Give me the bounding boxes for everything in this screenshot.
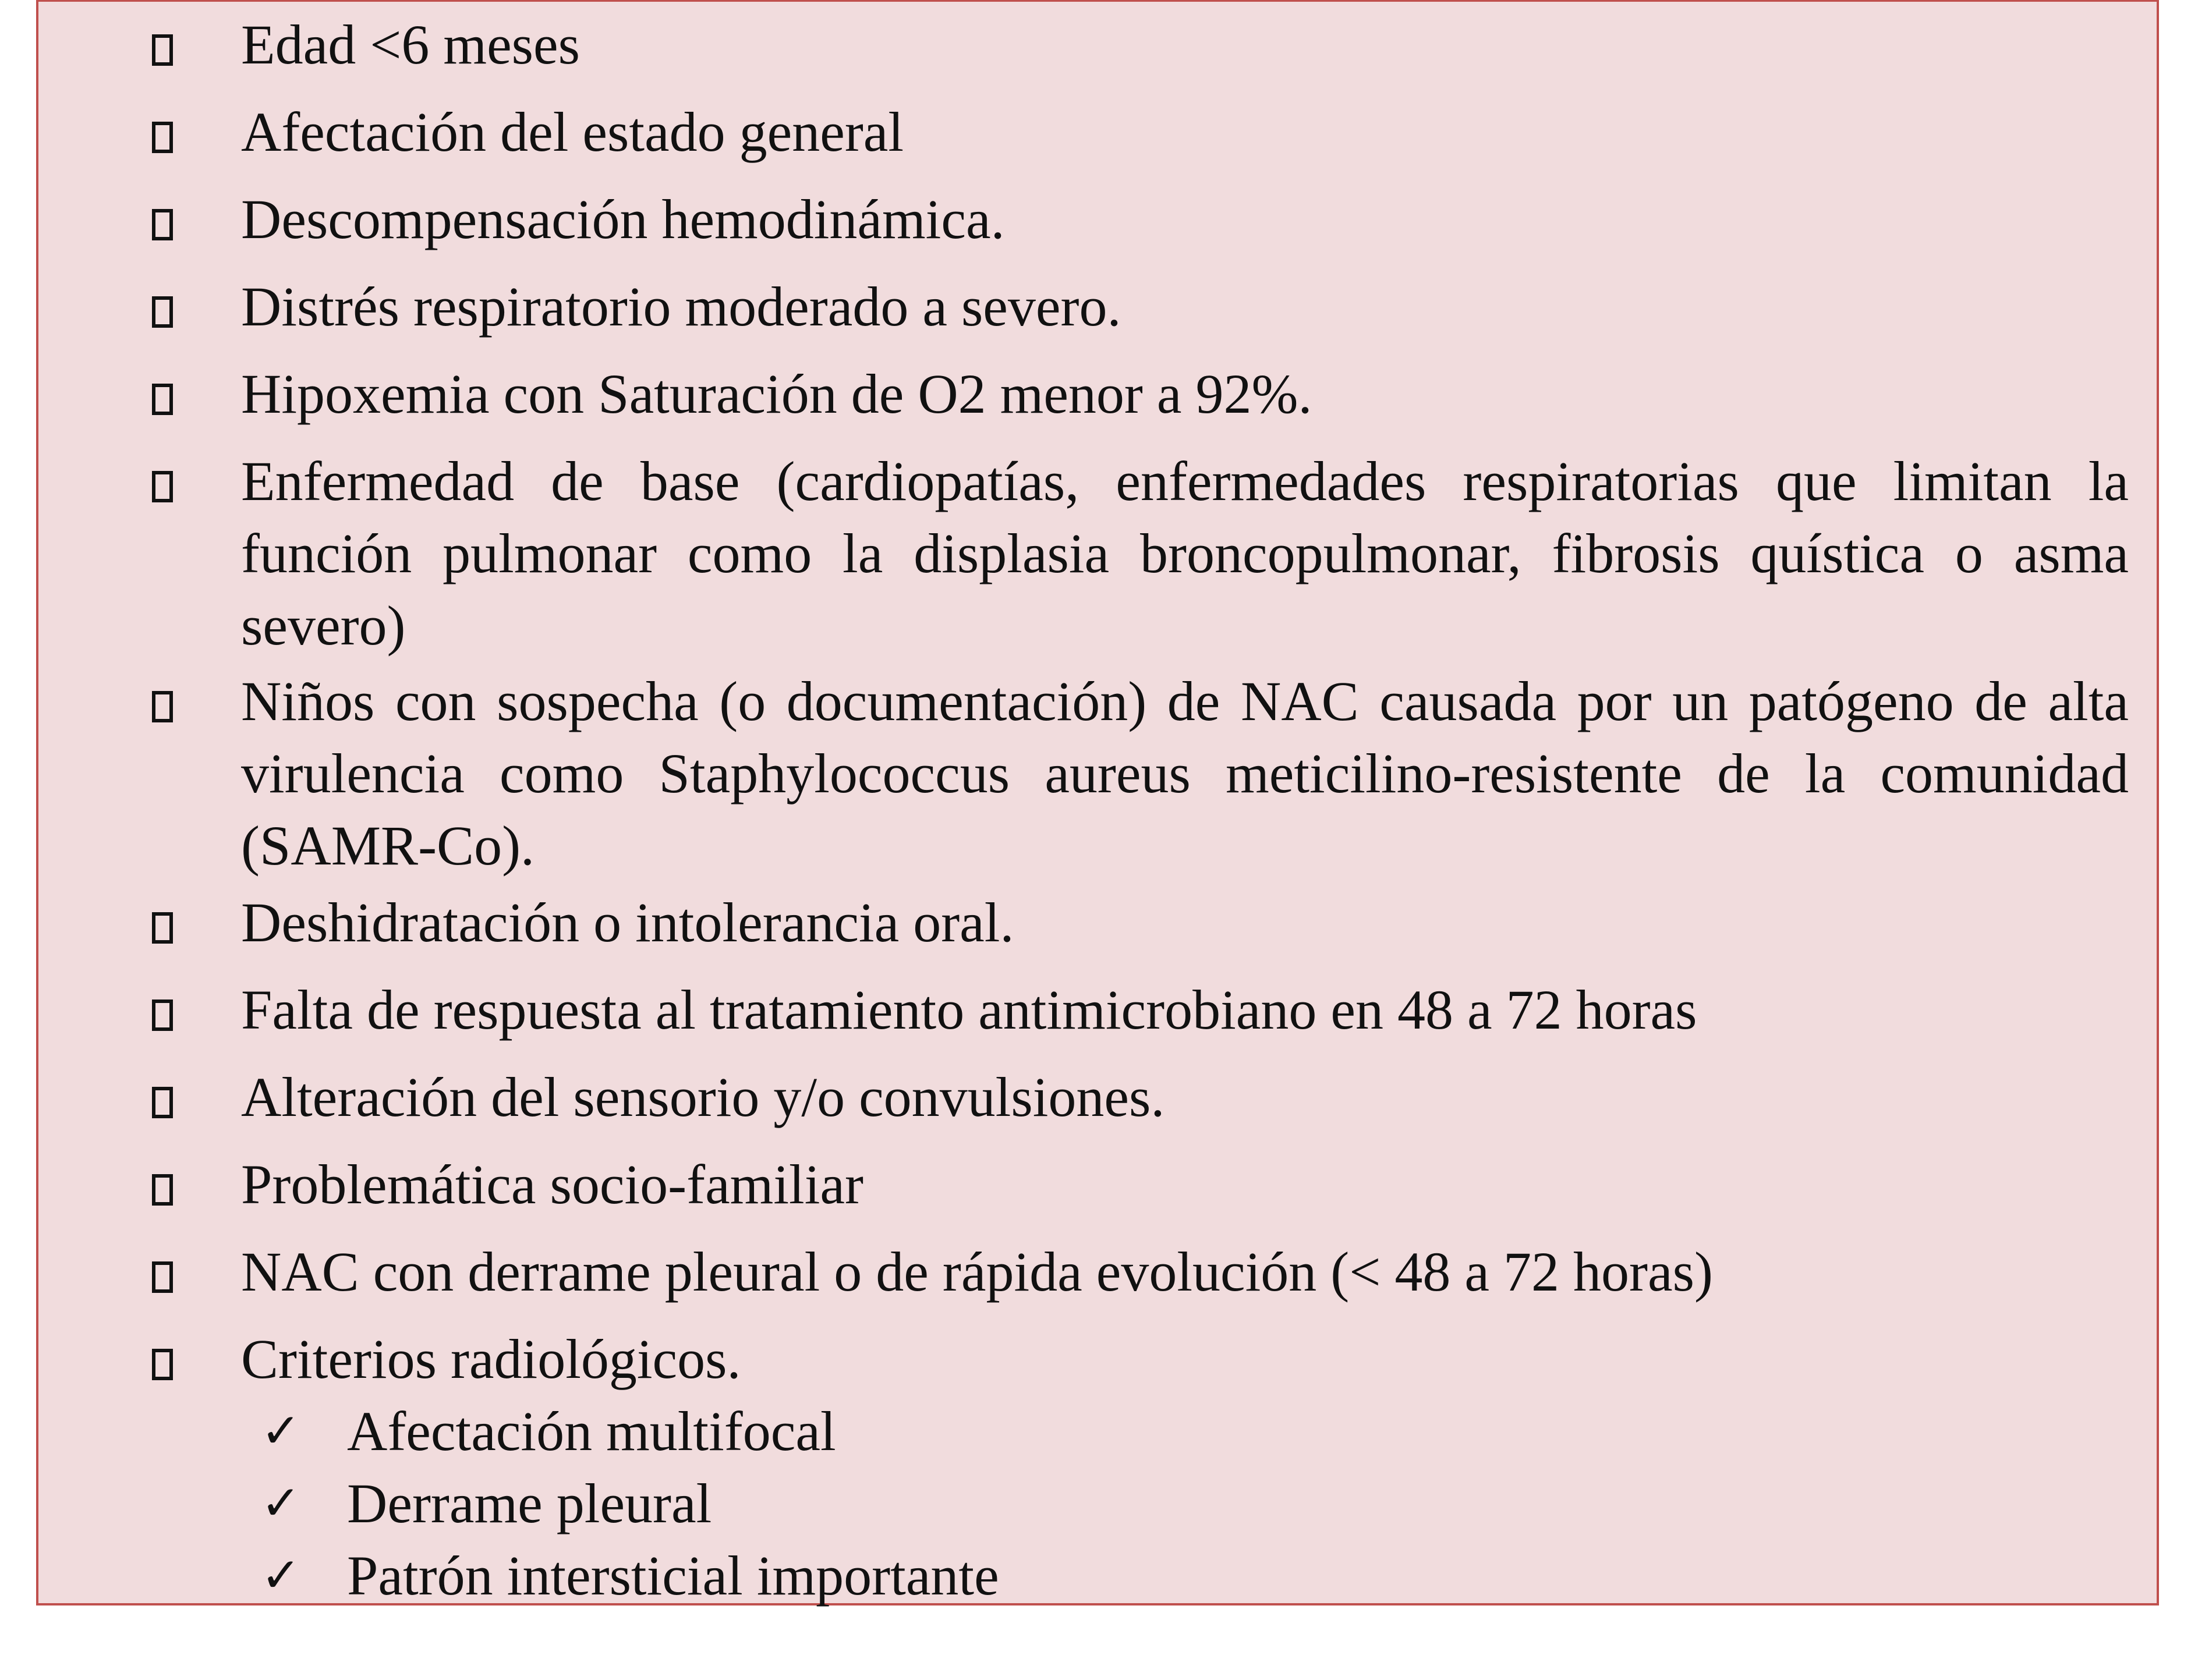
checkbox-bullet-icon xyxy=(152,384,173,415)
list-item-text: Distrés respiratorio moderado a severo. xyxy=(241,275,1121,338)
checkbox-bullet-icon xyxy=(152,1087,173,1118)
checkmark-icon: ✓ xyxy=(261,1403,301,1459)
checkmark-icon: ✓ xyxy=(261,1476,301,1531)
checkbox-bullet-icon xyxy=(152,1174,173,1206)
list-item-text: Alteración del sensorio y/o convulsiones. xyxy=(241,1066,1165,1128)
checkbox-bullet-icon xyxy=(152,209,173,240)
criteria-box xyxy=(36,0,2159,1605)
list-item-text: NAC con derrame pleural o de rápida evolución (< 48 a 72 horas) xyxy=(241,1240,1713,1303)
checkbox-bullet-icon xyxy=(152,1349,173,1380)
list-item-text: Hipoxemia con Saturación de O2 menor a 92%. xyxy=(241,363,1312,425)
list-item-text: Afectación del estado general xyxy=(241,101,904,163)
checkbox-bullet-icon xyxy=(152,34,173,66)
list-item-text: Deshidratación o intolerancia oral. xyxy=(241,891,1014,954)
sub-list-item-text: Afectación multifocal xyxy=(347,1400,836,1462)
list-item-text: Niños con sospecha (o documentación) de NAC causada por un patógeno de alta virulencia como Staphylococcus aureus meticilino-resistente de la comunidad (SAMR-Co). xyxy=(241,670,2129,877)
list-item-text: Falta de respuesta al tratamiento antimicrobiano en 48 a 72 horas xyxy=(241,979,1697,1041)
checkbox-bullet-icon xyxy=(152,691,173,722)
checkbox-bullet-icon xyxy=(152,1000,173,1031)
checkbox-bullet-icon xyxy=(152,912,173,944)
checkbox-bullet-icon xyxy=(152,1261,173,1293)
sub-list-item-text: Derrame pleural xyxy=(347,1472,712,1534)
checkmark-icon: ✓ xyxy=(261,1548,301,1603)
checkbox-bullet-icon xyxy=(152,296,173,328)
list-item-text: Edad <6 meses xyxy=(241,13,580,76)
list-item-text: Descompensación hemodinámica. xyxy=(241,188,1005,250)
list-item-text: Problemática socio-familiar xyxy=(241,1153,863,1215)
list-item-text: Enfermedad de base (cardiopatías, enfermedades respiratorias que limitan la función pulmonar como la displasia broncopulmonar, fibrosis quística o asma severo) xyxy=(241,450,2129,657)
sub-list-item-text: Patrón intersticial importante xyxy=(347,1544,999,1607)
checkbox-bullet-icon xyxy=(152,122,173,153)
checkbox-bullet-icon xyxy=(152,471,173,502)
list-item-text: Criterios radiológicos. xyxy=(241,1328,741,1390)
